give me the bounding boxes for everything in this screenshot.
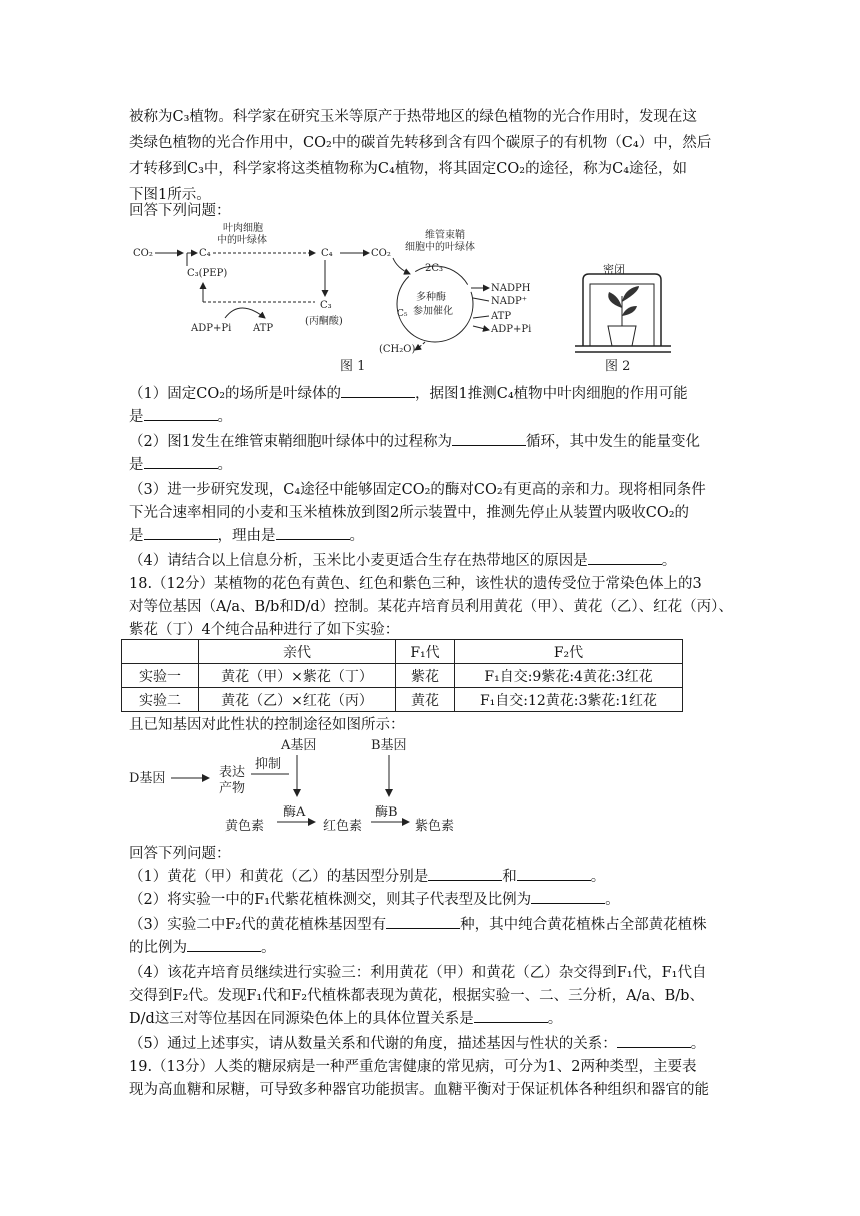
table-header-cell bbox=[122, 640, 199, 664]
atp-left-label: ATP bbox=[253, 323, 274, 334]
purple-pigment-label: 紫色素 bbox=[415, 819, 455, 834]
two-c3-label: 2C₃ bbox=[425, 263, 444, 274]
a-gene-label: A基因 bbox=[281, 738, 317, 753]
q17-3-line-2: 下光合速率相同的小麦和玉米植株放到图2所示装置中，推测先停止从装置内吸收CO₂的 bbox=[129, 505, 690, 521]
adp-pi-right-label: ADP+Pi bbox=[491, 324, 532, 335]
c4-label-b: C₄ bbox=[321, 248, 333, 259]
table-cell: 黄花（乙）×红花（丙） bbox=[199, 688, 396, 712]
d-gene-label: D基因 bbox=[129, 771, 166, 786]
expression-product-label-2: 产物 bbox=[219, 781, 246, 796]
q18-intro-line-2: 对等位基因（A/a、B/b和D/d）控制。某花卉培育员利用黄花（甲）、黄花（乙）、红花（丙）、 bbox=[129, 599, 733, 615]
table-row bbox=[122, 664, 683, 688]
figure-2-sealed-plant-apparatus bbox=[575, 262, 671, 374]
atp-right-label: ATP bbox=[491, 311, 512, 322]
table-cell: 紫花 bbox=[396, 664, 455, 688]
q17-3-line-3: 是 ，理由是 。 bbox=[129, 524, 364, 545]
enzymes-label-1: 多种酶 bbox=[416, 292, 446, 303]
figure-1-caption: 图 1 bbox=[340, 359, 366, 374]
c5-label: C₅ bbox=[397, 309, 408, 319]
inhibit-label: 抑制 bbox=[255, 757, 282, 772]
table-cell: F₁自交:9紫花:4黄花:3红花 bbox=[455, 664, 683, 688]
q18-intro-line-3: 紫花（丁）4个纯合品种进行了如下实验： bbox=[129, 622, 400, 638]
q18-3-cont: 的比例为 。 bbox=[129, 936, 276, 957]
q18-intro-line-1: 18.（12分）某植物的花色有黄色、红色和紫色三种，该性状的遗传受位于常染色体上的3 bbox=[129, 576, 702, 592]
bundle-sheath-label-1: 维管束鞘 bbox=[425, 230, 465, 241]
b-gene-label: B基因 bbox=[371, 738, 407, 753]
q17-4: （4）请结合以上信息分析，玉米比小麦更适合生存在热带地区的原因是 。 bbox=[129, 549, 676, 570]
red-pigment-label: 红色素 bbox=[323, 819, 363, 834]
table-cell: 实验一 bbox=[122, 664, 199, 688]
q19-line-2: 现为高血糖和尿糖，可导致多种器官功能损害。血糖平衡对于保证机体各种组织和器官的能 bbox=[129, 1082, 709, 1098]
q18-1: （1）黄花（甲）和黄花（乙）的基因型分别是 和 。 bbox=[129, 865, 605, 886]
experiment-table bbox=[121, 639, 683, 712]
intro-line-1: 被称为C₃植物。科学家在研究玉米等原产于热带地区的绿色植物的光合作用时，发现在这 bbox=[129, 109, 697, 125]
table-header-cell: F₂代 bbox=[455, 640, 683, 664]
q17-3-line-1: （3）进一步研究发现，C₄途径中能够固定CO₂的酶对CO₂有更高的亲和力。现将相同条件 bbox=[129, 482, 706, 498]
table-cell: 黄花 bbox=[396, 688, 455, 712]
co2-left-label: CO₂ bbox=[133, 248, 153, 259]
expression-product-label-1: 表达 bbox=[219, 765, 246, 780]
co2-mid-label: CO₂ bbox=[371, 248, 391, 259]
q17-1-cont: 是 。 bbox=[129, 405, 232, 426]
table-header-row bbox=[122, 640, 683, 664]
q17-2: （2）图1发生在维管束鞘细胞叶绿体中的过程称为 循环，其中发生的能量变化 bbox=[129, 430, 700, 451]
enzyme-a-label: 酶A bbox=[283, 805, 306, 820]
mesophyll-label-2: 中的叶绿体 bbox=[217, 235, 267, 246]
q18-4-line-1: （4）该花卉培育员继续进行实验三：利用黄花（甲）和黄花（乙）杂交得到F₁代，F₁代自 bbox=[129, 965, 707, 981]
table-header-cell: F₁代 bbox=[396, 640, 455, 664]
nadp-label: NADP⁺ bbox=[491, 296, 527, 307]
table-row bbox=[122, 688, 683, 712]
table-cell: F₁自交:12黄花:3紫花:1红花 bbox=[455, 688, 683, 712]
q19-line-1: 19.（13分）人类的糖尿病是一种严重危害健康的常见病，可分为1、2两种类型，主要表 bbox=[129, 1059, 697, 1075]
figure-2-caption: 图 2 bbox=[605, 359, 631, 374]
pep-label: C₃(PEP) bbox=[187, 268, 228, 279]
q17-2-cont: 是 。 bbox=[129, 453, 232, 474]
c3-pyruvate-label: C₃ bbox=[320, 300, 332, 311]
sealed-label: 密闭 bbox=[603, 263, 625, 276]
intro-line-2: 类绿色植物的光合作用中，CO₂中的碳首先转移到含有四个碳原子的有机物（C₄）中，然后 bbox=[129, 135, 712, 151]
bundle-sheath-label-2: 细胞中的叶绿体 bbox=[405, 242, 475, 253]
intro-line-3: 才转移到C₃中，科学家将这类植物称为C₄植物，将其固定CO₂的途径，称为C₄途径，如 bbox=[129, 161, 688, 177]
intro-line-5: 回答下列问题： bbox=[129, 203, 231, 219]
c4-label-a: C₄ bbox=[199, 248, 211, 259]
q17-1: （1）固定CO₂的场所是叶绿体的 ，据图1推测C₄植物中叶肉细胞的作用可能 bbox=[129, 382, 688, 403]
figure-1-c4-pathway bbox=[125, 218, 745, 378]
q18-2: （2）将实验一中的F₁代紫花植株测交，则其子代表型及比例为 。 bbox=[129, 888, 620, 909]
q18-4-line-2: 交得到F₂代。发现F₁代和F₂代植株都表现为黄花，根据实验一、二、三分析，A/a、B/b、 bbox=[129, 988, 704, 1004]
q18-3: （3）实验二中F₂代的黄花植株基因型有 种，其中纯合黄花植株占全部黄花植株 bbox=[129, 913, 707, 934]
nadph-label: NADPH bbox=[491, 283, 531, 294]
q18-5: （5）通过上述事实，请从数量关系和代谢的角度，描述基因与性状的关系： 。 bbox=[129, 1032, 705, 1053]
table-cell: 黄花（甲）×紫花（丁） bbox=[199, 664, 396, 688]
q18-after-table: 且已知基因对此性状的控制途径如图所示： bbox=[129, 717, 405, 733]
ch2o-label: (CH₂O) bbox=[379, 344, 416, 355]
enzyme-b-label: 酶B bbox=[375, 805, 398, 820]
q18-4-line-3: D/d这三对等位基因在同源染色体上的具体位置关系是 。 bbox=[129, 1007, 562, 1028]
adp-pi-left-label: ADP+Pi bbox=[191, 323, 232, 334]
yellow-pigment-label: 黄色素 bbox=[225, 819, 265, 834]
enzymes-label-2: 参加催化 bbox=[413, 306, 453, 317]
table-header-cell: 亲代 bbox=[199, 640, 396, 664]
q18-answer-prompt: 回答下列问题： bbox=[129, 846, 231, 862]
pyruvate-label: (丙酮酸) bbox=[305, 316, 343, 327]
mesophyll-label-1: 叶肉细胞 bbox=[223, 223, 263, 234]
table-cell: 实验二 bbox=[122, 688, 199, 712]
intro-line-4: 下图1所示。 bbox=[129, 187, 211, 203]
gene-pathway-diagram bbox=[125, 732, 505, 840]
